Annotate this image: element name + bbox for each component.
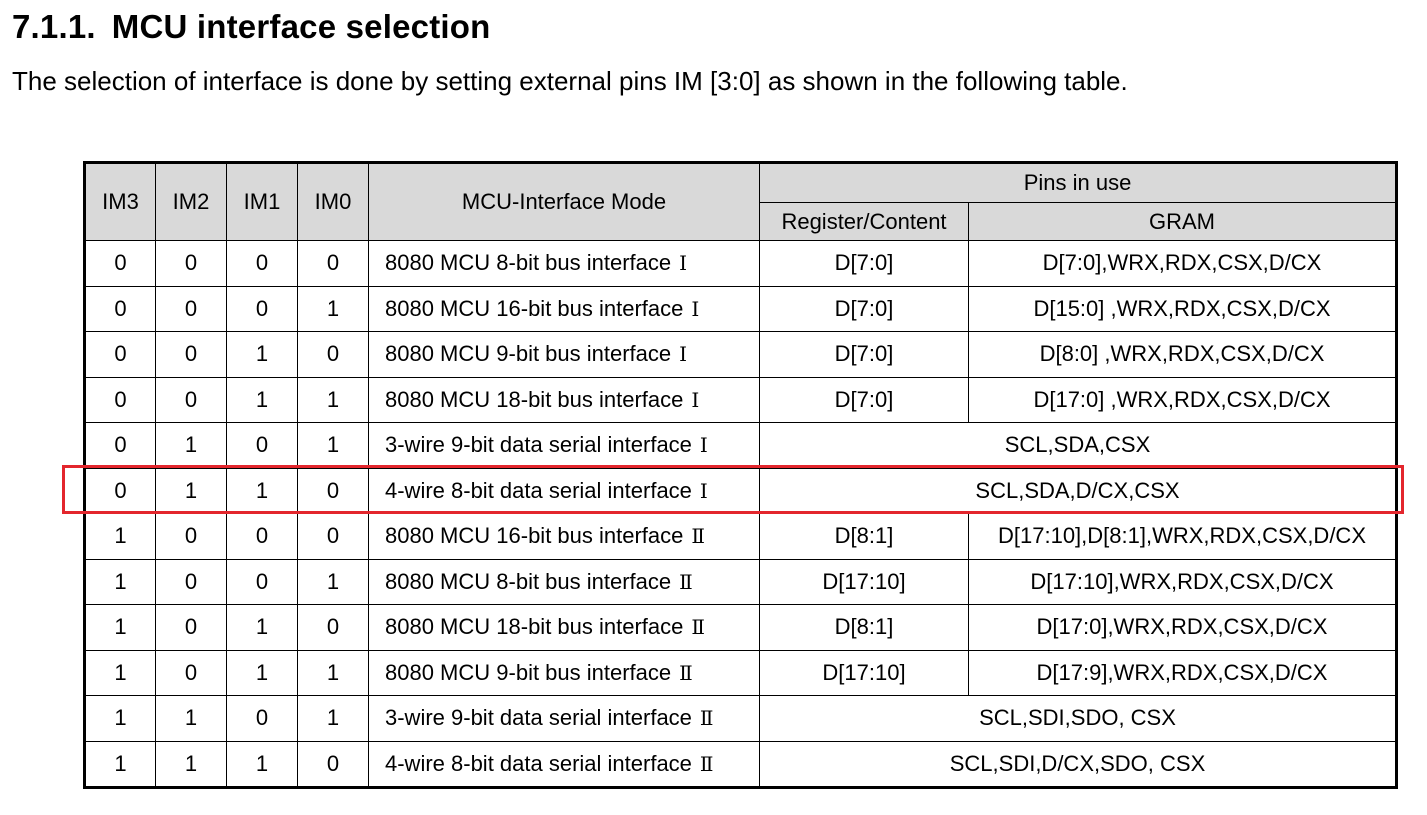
cell-im0: 1 [298, 423, 369, 469]
cell-im3: 0 [85, 468, 156, 514]
mode-version: Ⅰ [699, 433, 708, 458]
table-row [85, 241, 1397, 287]
cell-im0: 1 [298, 650, 369, 696]
cell-im0: 1 [298, 559, 369, 605]
cell-im3: 0 [85, 332, 156, 378]
table-row [85, 741, 1397, 788]
cell-register-content: D[8:1] [760, 605, 969, 651]
section-title: MCU interface selection [111, 8, 491, 45]
cell-im1: 1 [227, 332, 298, 378]
cell-im2: 1 [156, 423, 227, 469]
cell-pins-in-use: SCL,SDA,CSX [760, 423, 1397, 469]
table-row [85, 650, 1397, 696]
mode-version: Ⅱ [699, 751, 714, 776]
cell-im3: 1 [85, 605, 156, 651]
cell-im3: 1 [85, 741, 156, 788]
cell-register-content: D[17:10] [760, 559, 969, 605]
header-pins-in-use: Pins in use [760, 163, 1397, 203]
table-row [85, 332, 1397, 378]
intro-paragraph: The selection of interface is done by setting external pins IM [3:0] as shown in the following table. [12, 66, 1128, 96]
cell-im3: 1 [85, 559, 156, 605]
cell-im1: 1 [227, 741, 298, 788]
cell-im2: 0 [156, 377, 227, 423]
cell-im2: 0 [156, 332, 227, 378]
mode-label: 8080 MCU 9-bit bus interface [385, 659, 672, 685]
mode-version: Ⅰ [699, 478, 708, 503]
mode-version: Ⅰ [691, 296, 700, 321]
table-row [85, 377, 1397, 423]
cell-register-content: D[7:0] [760, 332, 969, 378]
mode-version: Ⅰ [679, 251, 688, 276]
mode-version: Ⅱ [699, 706, 714, 731]
cell-im1: 1 [227, 377, 298, 423]
cell-pins-in-use: SCL,SDI,SDO, CSX [760, 696, 1397, 742]
cell-gram: D[17:10],D[8:1],WRX,RDX,CSX,D/CX [969, 514, 1397, 560]
cell-pins-in-use: SCL,SDA,D/CX,CSX [760, 468, 1397, 514]
cell-register-content: D[8:1] [760, 514, 969, 560]
cell-im1: 1 [227, 468, 298, 514]
cell-gram: D[17:0] ,WRX,RDX,CSX,D/CX [969, 377, 1397, 423]
mode-label: 3-wire 9-bit data serial interface [385, 705, 692, 731]
cell-gram: D[7:0],WRX,RDX,CSX,D/CX [969, 241, 1397, 287]
header-mode: MCU-Interface Mode [369, 163, 760, 241]
header-im1: IM1 [227, 163, 298, 241]
header-gram: GRAM [969, 203, 1397, 241]
cell-im2: 1 [156, 468, 227, 514]
cell-im2: 0 [156, 559, 227, 605]
cell-im2: 1 [156, 696, 227, 742]
table-row [85, 468, 1397, 514]
cell-gram: D[17:0],WRX,RDX,CSX,D/CX [969, 605, 1397, 651]
cell-im3: 1 [85, 696, 156, 742]
cell-im1: 0 [227, 696, 298, 742]
cell-mode [369, 650, 760, 696]
cell-im0: 1 [298, 377, 369, 423]
cell-mode [369, 377, 760, 423]
cell-gram: D[17:9],WRX,RDX,CSX,D/CX [969, 650, 1397, 696]
mode-label: 8080 MCU 8-bit bus interface [385, 568, 672, 594]
mode-label: 8080 MCU 18-bit bus interface [385, 614, 684, 640]
cell-im1: 0 [227, 286, 298, 332]
cell-im0: 0 [298, 605, 369, 651]
cell-im2: 1 [156, 741, 227, 788]
cell-mode [369, 423, 760, 469]
table-row [85, 423, 1397, 469]
cell-mode [369, 559, 760, 605]
cell-gram: D[15:0] ,WRX,RDX,CSX,D/CX [969, 286, 1397, 332]
mode-label: 8080 MCU 16-bit bus interface [385, 523, 684, 549]
cell-mode [369, 241, 760, 287]
cell-im0: 0 [298, 468, 369, 514]
mode-version: Ⅰ [679, 342, 688, 367]
mode-label: 8080 MCU 9-bit bus interface [385, 341, 672, 367]
cell-im0: 1 [298, 696, 369, 742]
table-body [85, 241, 1397, 788]
table-row [85, 514, 1397, 560]
cell-im0: 0 [298, 241, 369, 287]
cell-gram: D[8:0] ,WRX,RDX,CSX,D/CX [969, 332, 1397, 378]
cell-im3: 0 [85, 377, 156, 423]
cell-im0: 1 [298, 286, 369, 332]
cell-im3: 0 [85, 241, 156, 287]
mode-label: 4-wire 8-bit data serial interface [385, 477, 692, 503]
table-row [85, 559, 1397, 605]
cell-im1: 1 [227, 605, 298, 651]
header-register-content: Register/Content [760, 203, 969, 241]
mode-label: 8080 MCU 16-bit bus interface [385, 295, 684, 321]
mode-version: Ⅰ [691, 387, 700, 412]
cell-im3: 0 [85, 423, 156, 469]
cell-im2: 0 [156, 241, 227, 287]
mode-version: Ⅱ [691, 615, 705, 640]
header-im3: IM3 [85, 163, 156, 241]
mode-label: 3-wire 9-bit data serial interface [385, 432, 692, 458]
cell-im0: 0 [298, 741, 369, 788]
cell-im2: 0 [156, 514, 227, 560]
section-heading [12, 8, 490, 46]
interface-selection-table [83, 161, 1398, 789]
cell-im2: 0 [156, 605, 227, 651]
cell-im3: 0 [85, 286, 156, 332]
cell-mode [369, 696, 760, 742]
cell-register-content: D[7:0] [760, 241, 969, 287]
header-im0: IM0 [298, 163, 369, 241]
cell-im1: 0 [227, 241, 298, 287]
cell-gram: D[17:10],WRX,RDX,CSX,D/CX [969, 559, 1397, 605]
cell-mode [369, 514, 760, 560]
cell-im1: 0 [227, 423, 298, 469]
cell-mode [369, 741, 760, 788]
cell-im2: 0 [156, 650, 227, 696]
mode-label: 4-wire 8-bit data serial interface [385, 750, 692, 776]
cell-register-content: D[7:0] [760, 377, 969, 423]
mode-version: Ⅱ [679, 660, 693, 685]
table-row [85, 605, 1397, 651]
cell-mode [369, 286, 760, 332]
cell-register-content: D[7:0] [760, 286, 969, 332]
section-number: 7.1.1. [12, 8, 96, 45]
mode-version: Ⅱ [679, 569, 693, 594]
cell-mode [369, 605, 760, 651]
cell-mode [369, 332, 760, 378]
mode-label: 8080 MCU 18-bit bus interface [385, 386, 684, 412]
cell-im3: 1 [85, 650, 156, 696]
header-im2: IM2 [156, 163, 227, 241]
table-row [85, 286, 1397, 332]
cell-im3: 1 [85, 514, 156, 560]
mode-version: Ⅱ [691, 524, 705, 549]
cell-im1: 0 [227, 514, 298, 560]
cell-mode [369, 468, 760, 514]
cell-pins-in-use: SCL,SDI,D/CX,SDO, CSX [760, 741, 1397, 788]
cell-im0: 0 [298, 514, 369, 560]
cell-register-content: D[17:10] [760, 650, 969, 696]
mode-label: 8080 MCU 8-bit bus interface [385, 250, 672, 276]
cell-im1: 0 [227, 559, 298, 605]
cell-im0: 0 [298, 332, 369, 378]
cell-im2: 0 [156, 286, 227, 332]
cell-im1: 1 [227, 650, 298, 696]
table-row [85, 696, 1397, 742]
